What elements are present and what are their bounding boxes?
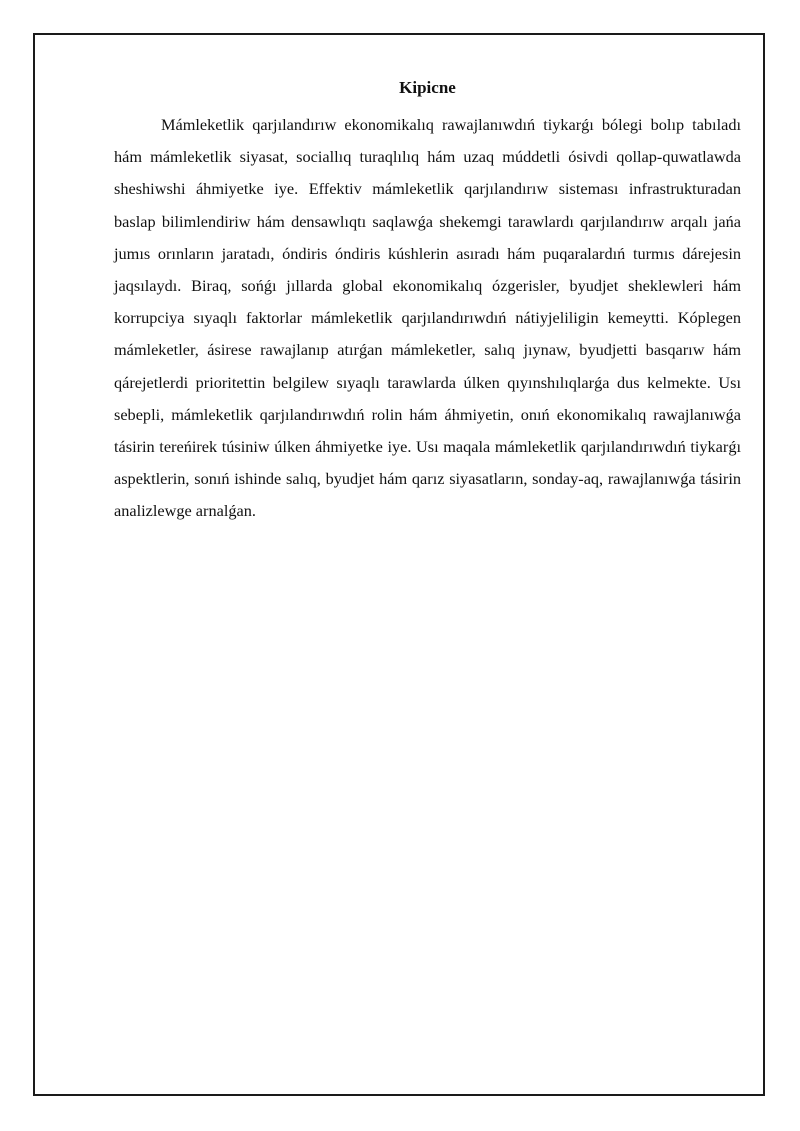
document-title: Kipiсne xyxy=(399,78,456,97)
document-body xyxy=(114,77,741,528)
introduction-paragraph: Mámleketlik qarjılandırıw ekonomikalıq rawajlanıwdıń tiykarǵı bólegi bolıp tabıladı hám mámleketlik siyasat, sociallıq turaqlılıq hám uzaq múddetli ósivdi qollap-quwatlawda sheshiwshi áhmiyetke iye. Effektiv mámleketlik qarjılandırıw sisteması infrastrukturadan baslap bilimlendiriw hám densawlıqtı saqlawǵa shekemgi tarawlardı qarjılandırıw arqalı jańa jumıs orınların jaratadı, óndiris óndiris kúshlerin asıradı hám puqaralardıń turmıs dárejesin jaqsılaydı. Biraq, sońǵı jıllarda global ekonomikalıq ózgerisler, byudjet sheklewleri hám korrupciya sıyaqlı faktorlar mámleketlik qarjılandırıwdıń nátiyjeliligin kemeytti. Kóplegen mámleketler, ásirese rawajlanıp atırǵan mámleketler, salıq jıynaw, byudjetti basqarıw hám qárejetlerdi prioritettin belgilew sıyaqlı tarawlarda úlken qıyınshılıqlarǵa dus kelmekte. Usı sebepli, mámleketlik qarjılandırıwdıń rolin hám áhmiyetin, onıń ekonomikalıq rawajlanıwǵa tásirin tereńirek túsiniw úlken áhmiyetke iye. Usı maqala mámleketlik qarjılandırıwdıń tiykarǵı aspektlerin, sonıń ishinde salıq, byudjet hám qarız siyasatların, sonday-aq, rawajlanıwǵa tásirin analizlewge arnalǵan. xyxy=(114,115,741,521)
